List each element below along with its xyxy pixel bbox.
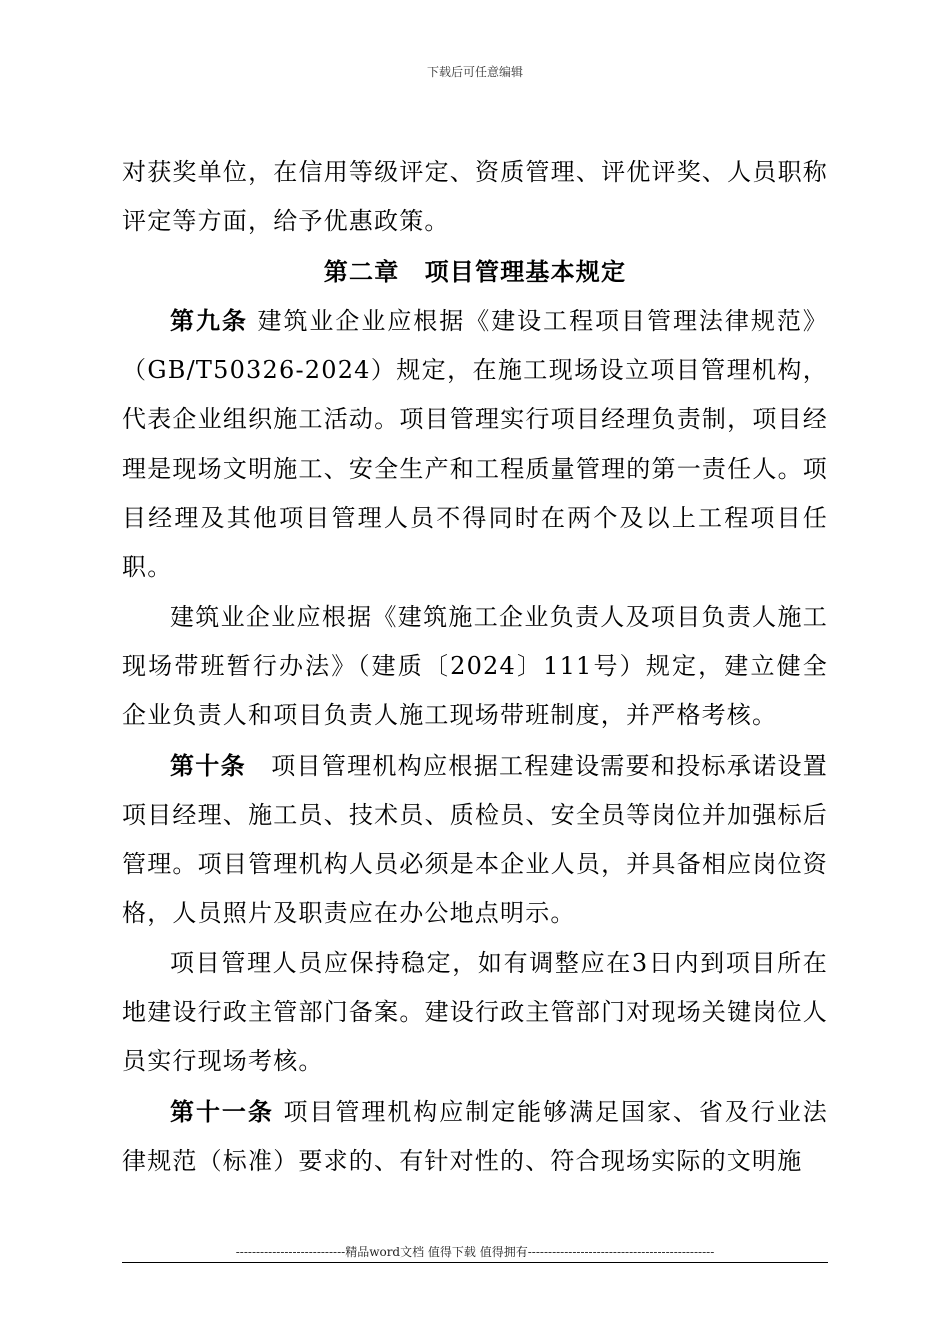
- paragraph-award-policy: 对获奖单位，在信用等级评定、资质管理、评优评奖、人员职称评定等方面，给予优惠政策。: [122, 158, 828, 236]
- article-11-label: 第十一条: [170, 1096, 274, 1126]
- paragraph-shift-leader-system: 建筑业企业应根据《建筑施工企业负责人及项目负责人施工现场带班暂行办法》（建质〔2024〕111号）规定，建立健全企业负责人和项目负责人施工现场带班制度，并严格考核。: [122, 602, 828, 730]
- article-9-label: 第九条: [170, 305, 248, 335]
- article-10-paragraph: [122, 741, 828, 939]
- footer-divider: [122, 1262, 828, 1263]
- page-header-note: 下载后可任意编辑: [426, 65, 523, 79]
- page-footer-note: ---------------------------精品word文档 值得下载 值得拥有----------------------------------------------: [235, 1245, 715, 1259]
- document-body: [122, 148, 828, 1186]
- article-9-paragraph: [122, 296, 828, 593]
- article-10-label: 第十条: [170, 750, 246, 780]
- article-11-text: 项目管理机构应制定能够满足国家、省及行业法律规范（标准）要求的、有针对性的、符合现场实际的文明施: [122, 1097, 828, 1175]
- paragraph-staff-stability: 项目管理人员应保持稳定，如有调整应在3日内到项目所在地建设行政主管部门备案。建设行政主管部门对现场关键岗位人员实行现场考核。: [122, 948, 828, 1076]
- chapter-title: 第二章 项目管理基本规定: [323, 256, 627, 286]
- article-10-text: 项目管理机构应根据工程建设需要和投标承诺设置项目经理、施工员、技术员、质检员、安全员等岗位并加强标后管理。项目管理机构人员必须是本企业人员，并具备相应岗位资格，人员照片及职责应在办公地点明示。: [122, 751, 828, 928]
- article-9-text: 建筑业企业应根据《建设工程项目管理法律规范》（GB/T50326-2024）规定，在施工现场设立项目管理机构，代表企业组织施工活动。项目管理实行项目经理负责制，项目经理是现场文明施工、安全生产和工程质量管理的第一责任人。项目经理及其他项目管理人员不得同时在两个及以上工程项目任职。: [122, 306, 828, 582]
- article-11-paragraph: [122, 1087, 828, 1187]
